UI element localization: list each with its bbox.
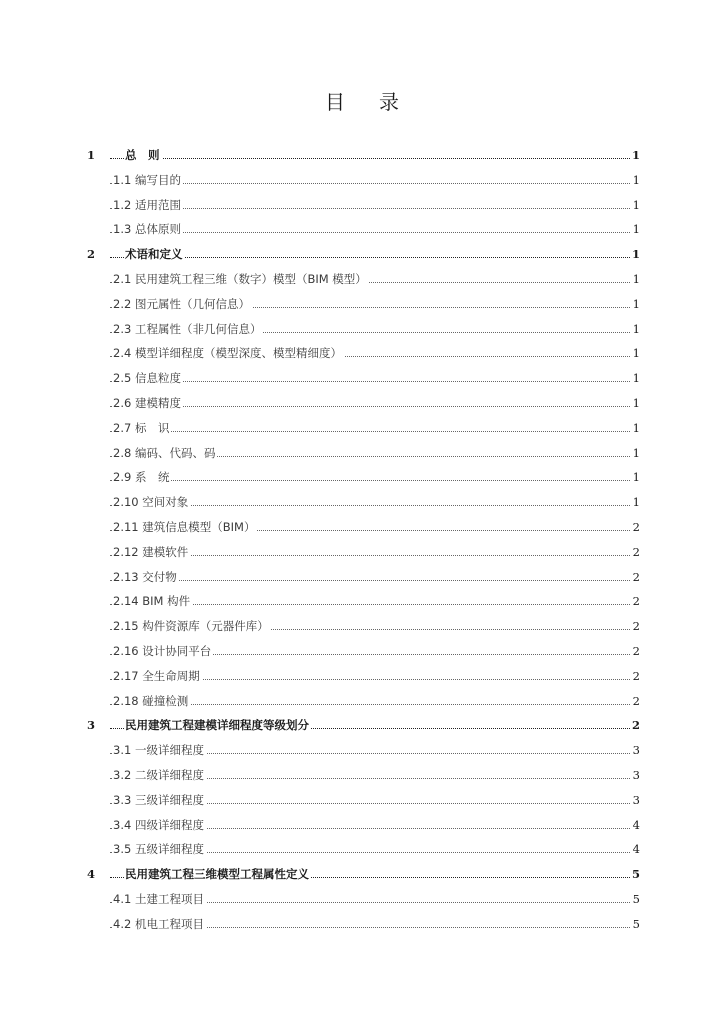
toc-entry-label: 2.5 信息粒度 (113, 371, 181, 386)
toc-page-number: 3 (632, 792, 640, 807)
toc-title-char-2: 录 (379, 90, 399, 114)
dot-leader (110, 158, 630, 159)
toc-entry-label: 2.3 工程属性（非几何信息） (113, 321, 262, 336)
toc-section-entry[interactable] (0, 342, 724, 362)
toc-chapter-entry[interactable] (0, 714, 724, 734)
toc-page-number: 2 (632, 619, 640, 634)
toc-entry-label: 2.7 标 识 (113, 420, 170, 435)
toc-section-entry[interactable] (0, 814, 724, 834)
toc-entry-label: 2.2 图元属性（几何信息） (113, 296, 250, 311)
toc-entry-label: 2.6 建模精度 (113, 396, 181, 410)
toc-chapter-number: 2 (87, 247, 96, 262)
toc-section-entry[interactable] (0, 392, 724, 412)
toc-section-entry[interactable] (0, 888, 724, 908)
toc-entry-label: 4.2 机电工程项目 (113, 916, 204, 931)
toc-page-number: 4 (632, 817, 640, 832)
toc-section-entry[interactable] (0, 615, 724, 635)
toc-page-number: 1 (632, 296, 640, 311)
toc-section-entry[interactable] (0, 466, 724, 486)
toc-entry-label: 2.10 空间对象 (113, 495, 189, 510)
dot-leader (110, 232, 630, 233)
toc-chapter-entry[interactable] (0, 243, 724, 263)
dot-leader (110, 183, 630, 184)
toc-entry-label: 3.4 四级详细程度 (113, 817, 204, 832)
toc-section-entry[interactable] (0, 665, 724, 685)
toc-entry-label: 总 则 (125, 148, 160, 162)
toc-page-number: 1 (632, 172, 640, 187)
dot-leader (110, 580, 630, 581)
toc-section-entry[interactable] (0, 491, 724, 511)
dot-leader (110, 381, 630, 382)
toc-page-number: 1 (632, 396, 640, 410)
toc-entry-label: 4.1 土建工程项目 (113, 892, 204, 906)
toc-page-number: 1 (632, 420, 640, 435)
toc-entry-label: 2.8 编码、代码、码 (113, 445, 216, 460)
toc-entry-label: 2.15 构件资源库（元器件库） (113, 619, 269, 634)
toc-section-entry[interactable] (0, 913, 724, 933)
toc-page-number: 2 (632, 594, 640, 609)
toc-entry-label: 3.1 一级详细程度 (113, 743, 204, 758)
toc-section-entry[interactable] (0, 566, 724, 586)
toc-chapter-entry[interactable] (0, 863, 724, 883)
toc-section-entry[interactable] (0, 442, 724, 462)
toc-entry-label: 2.1 民用建筑工程三维（数字）模型（BIM 模型） (113, 272, 367, 286)
toc-section-entry[interactable] (0, 690, 724, 710)
toc-entry-label: 3.2 二级详细程度 (113, 768, 204, 782)
toc-section-entry[interactable] (0, 739, 724, 759)
toc-page-number: 1 (632, 272, 640, 286)
toc-chapter-number: 4 (87, 867, 96, 882)
toc-page-number: 1 (632, 495, 640, 510)
toc-section-entry[interactable] (0, 541, 724, 561)
toc-section-entry[interactable] (0, 789, 724, 809)
dot-leader (110, 406, 630, 407)
toc-entry-label: 民用建筑工程三维模型工程属性定义 (125, 867, 309, 882)
toc-page-number: 1 (632, 371, 640, 386)
toc-section-entry[interactable] (0, 590, 724, 610)
toc-page-number: 1 (632, 321, 640, 336)
toc-page-number: 2 (632, 718, 641, 733)
toc-page-number: 1 (632, 197, 640, 212)
toc-page-number: 1 (632, 148, 641, 162)
toc-entry-label: 2.13 交付物 (113, 569, 177, 584)
toc-chapter-entry[interactable] (0, 144, 724, 164)
toc-section-entry[interactable] (0, 417, 724, 437)
toc-page-number: 4 (632, 842, 640, 857)
toc-page-number: 2 (632, 544, 640, 559)
toc-section-entry[interactable] (0, 194, 724, 214)
toc-entry-label: 2.4 模型详细程度（模型深度、模型精细度） (113, 346, 342, 361)
toc-page-number: 2 (632, 668, 640, 683)
toc-page-number: 5 (632, 916, 640, 931)
toc-entry-label: 2.11 建筑信息模型（BIM） (113, 520, 256, 534)
toc-entry-label: 2.12 建模软件 (113, 544, 189, 559)
toc-chapter-number: 1 (87, 148, 96, 162)
toc-page-number: 1 (632, 222, 640, 237)
toc-entry-label: 1.3 总体原则 (113, 222, 181, 237)
toc-page-number: 2 (632, 520, 640, 534)
toc-section-entry[interactable] (0, 367, 724, 387)
toc-entry-label: 民用建筑工程建模详细程度等级划分 (125, 718, 309, 733)
toc-page-number: 3 (632, 743, 640, 758)
toc-entry-label: 术语和定义 (125, 247, 183, 262)
toc-section-entry[interactable] (0, 293, 724, 313)
toc-page-number: 1 (632, 346, 640, 361)
toc-entry-label: 2.16 设计协同平台 (113, 644, 212, 658)
dot-leader (110, 480, 630, 481)
toc-section-entry[interactable] (0, 218, 724, 238)
toc-page-number: 1 (632, 445, 640, 460)
toc-page-number: 1 (632, 247, 641, 262)
toc-entry-label: 3.5 五级详细程度 (113, 842, 204, 857)
toc-entry-label: 2.17 全生命周期 (113, 668, 200, 683)
toc-chapter-number: 3 (87, 718, 96, 733)
dot-leader (110, 431, 630, 432)
toc-page-number: 2 (632, 569, 640, 584)
toc-section-entry[interactable] (0, 764, 724, 784)
toc-section-entry[interactable] (0, 268, 724, 288)
toc-page-number: 5 (632, 867, 641, 882)
toc-page-number: 1 (632, 470, 640, 485)
toc-entry-label: 2.18 碰撞检测 (113, 693, 189, 708)
toc-title (0, 86, 724, 115)
toc-page-number: 3 (632, 768, 640, 782)
toc-section-entry[interactable] (0, 516, 724, 536)
toc-page-number: 2 (632, 644, 640, 658)
toc-page-number: 2 (632, 693, 640, 708)
toc-entry-label: 2.9 系 统 (113, 470, 170, 485)
toc-page-number: 5 (632, 892, 640, 906)
toc-section-entry[interactable] (0, 838, 724, 858)
toc-entry-label: 1.2 适用范围 (113, 197, 181, 212)
toc-title-char-1: 目 (325, 90, 345, 114)
toc-entry-label: 3.3 三级详细程度 (113, 792, 204, 807)
toc-entry-label: 2.14 BIM 构件 (113, 594, 191, 609)
toc-section-entry[interactable] (0, 318, 724, 338)
dot-leader (110, 257, 630, 258)
toc-section-entry[interactable] (0, 640, 724, 660)
toc-section-entry[interactable] (0, 169, 724, 189)
toc-entry-label: 1.1 编写目的 (113, 172, 181, 187)
dot-leader (110, 208, 630, 209)
